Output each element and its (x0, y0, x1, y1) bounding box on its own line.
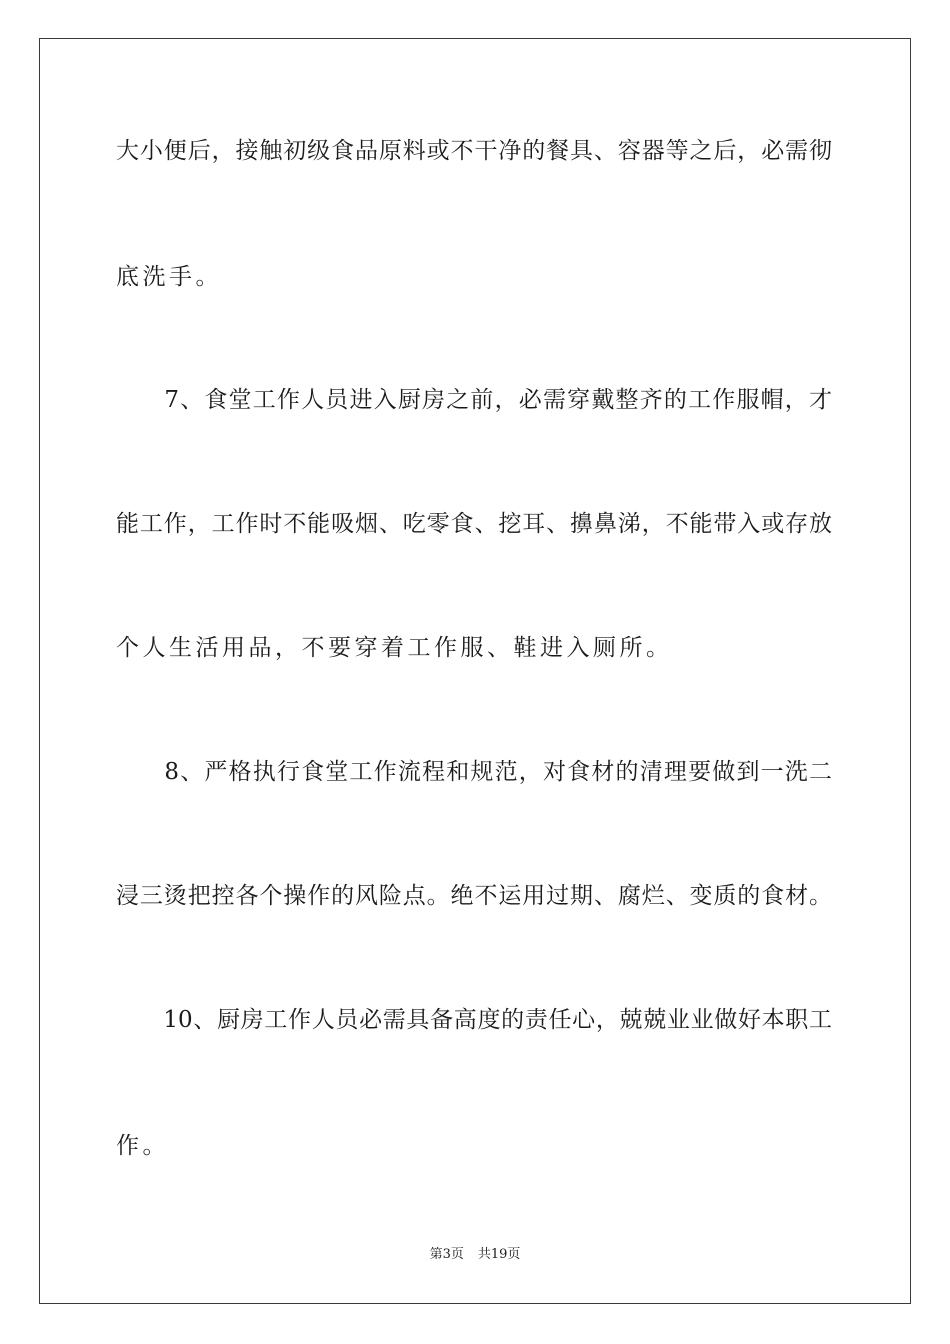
page-border (39, 38, 911, 1304)
body-text-line: 10、厨房工作人员必需具备高度的责任心，兢兢业业做好本职工 (116, 1007, 832, 1033)
body-text-line: 底洗手。 (116, 264, 222, 290)
total-pages: 共19页 (477, 1247, 521, 1262)
body-text-line: 7、食堂工作人员进入厨房之前，必需穿戴整齐的工作服帽，才 (116, 387, 832, 413)
page-footer (0, 1246, 950, 1264)
body-text-line: 个人生活用品，不要穿着工作服、鞋进入厕所。 (116, 635, 673, 661)
page-number: 第3页 (429, 1247, 464, 1262)
body-text-line: 大小便后，接触初级食品原料或不干净的餐具、容器等之后，必需彻 (116, 138, 832, 164)
body-text-line: 浸三烫把控各个操作的风险点。绝不运用过期、腐烂、变质的食材。 (116, 883, 832, 909)
body-text-line: 能工作，工作时不能吸烟、吃零食、挖耳、擤鼻涕，不能带入或存放 (116, 511, 832, 537)
body-text-line: 8、严格执行食堂工作流程和规范，对食材的清理要做到一洗二 (116, 759, 832, 785)
body-text-line: 作。 (116, 1133, 169, 1159)
